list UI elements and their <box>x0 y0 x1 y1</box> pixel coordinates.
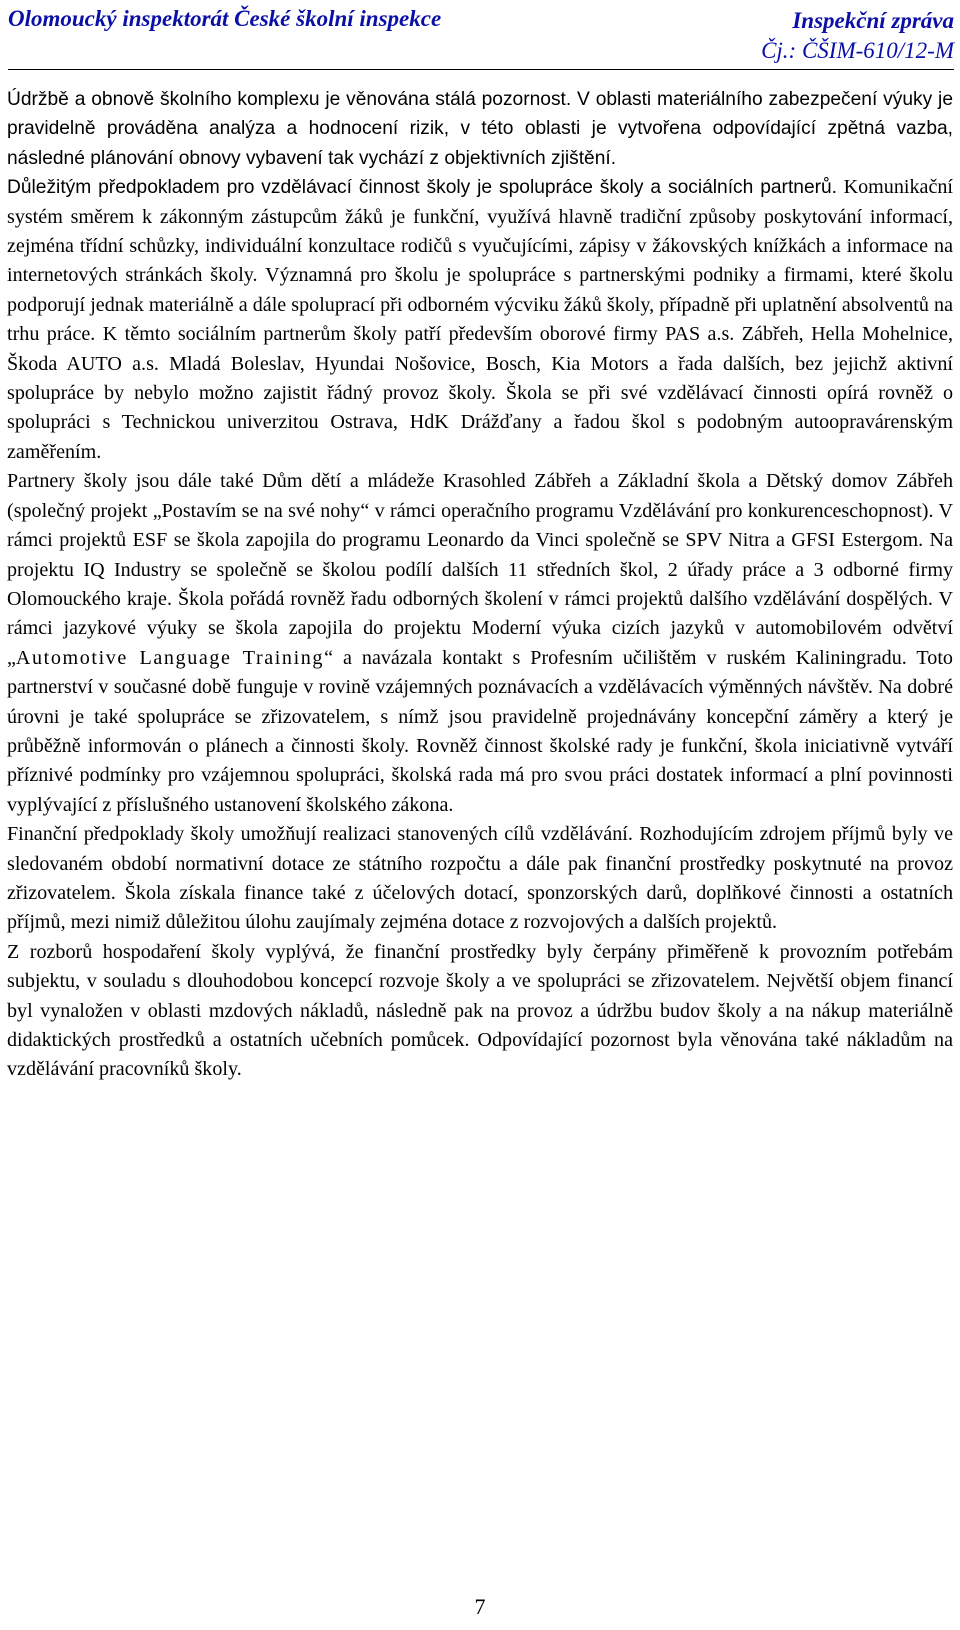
paragraph-social-partners-intro: Důležitým předpokladem pro vzdělávací činnost školy je spolupráce školy a sociálních partnerů. <box>7 177 838 199</box>
page-number: 7 <box>474 1594 486 1619</box>
project-name-automotive: Automotive Language Training <box>15 646 325 669</box>
paragraph-maintenance: Údržbě a obnově školního komplexu je věnována stálá pozornost. V oblasti materiálního zabezpečení výuky je pravidelně prováděna analýza a hodnocení rizik, v této oblasti je vytvořena odpovídající zpětná vazba, následné plánování obnovy vybavení tak vychází z objektivních zjištění. <box>7 89 953 169</box>
paragraph-social-partners <box>7 173 953 467</box>
paragraph-budget-analysis: Z rozborů hospodaření školy vyplývá, že finanční prostředky byly čerpány přiměřeně k provozním potřebám subjektu, v souladu s dlouhodobou koncepcí rozvoje školy a ve spolupráci se zřizovatelem. Největší objem financí byl vynaložen v oblasti mzdových nákladů, následně pak na provoz a údržbu budov školy a na nákup materiálně didaktických prostředků a ostatních učebních pomůcek. Odpovídající pozornost byla věnována také nákladům na vzdělávání pracovníků školy. <box>7 940 953 1081</box>
report-body <box>7 85 953 1085</box>
reference-number: Čj.: ČŠIM-610/12-M <box>761 38 954 63</box>
page-header <box>8 2 954 70</box>
paragraph-partners-projects <box>7 467 953 820</box>
report-heading <box>761 6 954 66</box>
report-title: Inspekční zpráva <box>792 8 954 33</box>
paragraph-finance: Finanční předpoklady školy umožňují realizaci stanovených cílů vzdělávání. Rozhodujícím zdrojem příjmů byly ve sledovaném období normativní dotace ze státního rozpočtu a dále pak finanční prostředky poskytnuté na provoz zřizovatelem. Škola získala finance také z účelových dotací, sponzorských darů, doplňkové činnosti a ostatních příjmů, mezi nimiž důležitou úlohu zaujímaly zejména dotace z rozvojových a dalších projektů. <box>7 823 953 934</box>
paragraph-partners-projects-cont: “ a navázala kontakt s Profesním učilištěm v ruském Kaliningradu. Toto partnerství v současné době funguje v rovině vzájemných poznávacích a vzdělávacích výměnných návštěv. Na dobré úrovni je také spolupráce se zřizovatelem, s nímž jsou pravidelně projednávány koncepční záměry a který je průběžně informován o plánech a činnosti školy. Rovněž činnost školské rady je funkční, škola iniciativně vytváří příznivé podmínky pro vzájemnou spolupráci, školská rada má pro svou práci dostatek informací a plní povinnosti vyplývající z příslušného ustanovení školského zákona. <box>7 646 953 816</box>
inspectorate-title: Olomoucký inspektorát České školní inspekce <box>8 6 442 31</box>
paragraph-partners-projects-text: Partnery školy jsou dále také Dům dětí a mládeže Krasohled Zábřeh a Základní škola a Dětský domov Zábřeh (společný projekt „Postavím se na své nohy“ v rámci operačního programu Vzdělávání pro konkurenceschopnost). V rámci projektů ESF se škola zapojila do programu Leonardo da Vinci společně se SPV Nitra a GFSI Estergom. Na projektu IQ Industry se společně se školou podílí dalších 11 středních škol, 2 úřady práce a 3 odborné firmy Olomouckého kraje. Škola pořádá rovněž řadu odborných školení v rámci projektů dalšího vzdělávání dospělých. V rámci jazykové výuky se škola zapojila do projektu Moderní výuka cizích jazyků v automobilovém odvětví „ <box>7 470 953 669</box>
paragraph-social-partners-text: Komunikační systém směrem k zákonným zástupcům žáků je funkční, využívá hlavně tradiční způsoby poskytování informací, zejména třídní schůzky, individuální konzultace rodičů s vyučujícími, zápisy v žákovských knížkách a informace na internetových stránkách školy. Významná pro školu je spolupráce s partnerskými podniky a firmami, které školu podporují jednak materiálně a dále spoluprací při odborném výcviku žáků školy, případně při uplatnění absolventů na trhu práce. K těmto sociálním partnerům školy patří především oborové firmy PAS a.s. Zábřeh, Hella Mohelnice, Škoda AUTO a.s. Mladá Boleslav, Hyundai Nošovice, Bosch, Kia Motors a řada dalších, bez jejichž aktivní spolupráce by nebylo možno zajistit řádný provoz školy. Škola se při své vzdělávací činnosti opírá rovněž o spolupráci s Technickou univerzitou Ostrava, HdK Drážďany a řadou škol s podobným autoopravárenským zaměřením. <box>7 176 953 463</box>
